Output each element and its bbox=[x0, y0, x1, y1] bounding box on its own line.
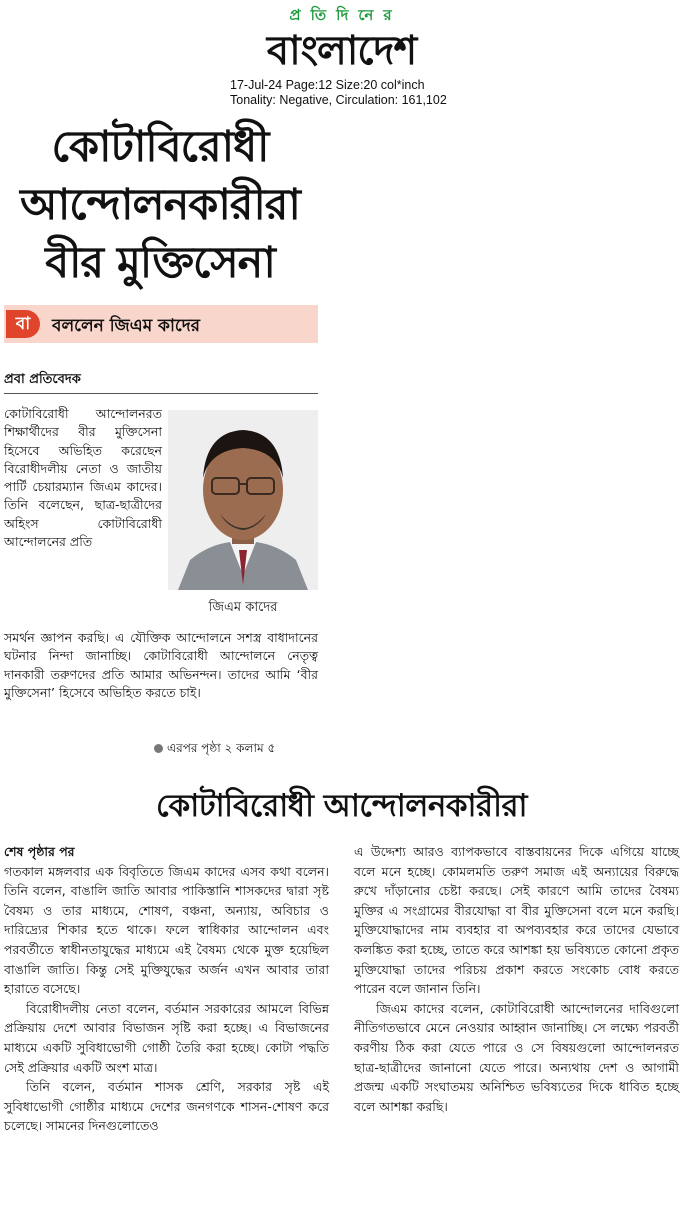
headline-line2: আন্দোলনকারীরা bbox=[20, 180, 300, 230]
jump-paragraph-3: তিনি বলেন, বর্তমান শাসক শ্রেণি, সরকার সৃষ্ট এই সুবিধাভোগী গোষ্ঠীর মাধ্যমে দেশের জনগণকে শাসন-শোষণ করে চলেছে। সামনের দিনগুলোতেও bbox=[4, 1079, 329, 1134]
jump-label: শেষ পৃষ্ঠার পর bbox=[4, 844, 75, 859]
kicker-text: বললেন জিএম কাদের bbox=[52, 316, 200, 336]
portrait-photo bbox=[168, 410, 318, 590]
headline-line3: বীর মুক্তিসেনা bbox=[45, 238, 275, 288]
clipping-meta bbox=[230, 78, 447, 108]
clipping-meta-line1: 17-Jul-24 Page:12 Size:20 col*inch bbox=[230, 78, 425, 92]
continued-note bbox=[154, 740, 275, 760]
photo-caption: জিএম কাদের bbox=[208, 600, 278, 615]
masthead bbox=[0, 4, 683, 73]
byline-divider bbox=[4, 393, 318, 394]
lead-paragraph-part2: সমর্থন জ্ঞাপন করছি। এ যৌক্তিক আন্দোলনে সশস্ত্র বাধাদানের ঘটনার নিন্দা জানাচ্ছি। কোটাবিরোধী আন্দোলনে নেতৃত্ব দানকারী তরুণদের প্রতি আমার অভিনন্দন। তাদের আমি ‘বীর মুক্তিসেনা’ হিসেবে অভিহিত করতে চাই। bbox=[4, 630, 318, 700]
jump-column-left bbox=[4, 842, 329, 1136]
jump-column-right bbox=[354, 842, 679, 1116]
kicker-tag: বা bbox=[6, 310, 40, 338]
lead-paragraph-part1: কোটাবিরোধী আন্দোলনরত শিক্ষার্থীদের বীর মুক্তিসেনা হিসেবে অভিহিত করেছেন বিরোধীদলীয় নেতা ও জাতীয় পার্টি চেয়ারম্যান জিএম কাদের। তিনি বলেছেন, ছাত্র-ছাত্রীদের অহিংস কোটাবিরোধী আন্দোলনের প্রতি bbox=[4, 406, 162, 550]
headline-line1: কোটাবিরোধী bbox=[51, 122, 269, 172]
headline bbox=[0, 118, 320, 292]
continued-text: এরপর পৃষ্ঠা ২ কলাম ৫ bbox=[167, 741, 276, 755]
kicker-banner bbox=[4, 305, 318, 343]
jump-paragraph-1: গতকাল মঙ্গলবার এক বিবৃতিতে জিএম কাদের এসব কথা বলেন। তিনি বলেন, বাঙালি জাতি আবার পাকিস্তানি শাসকদের দ্বারা সৃষ্ট বৈষম্য ও তার মাধ্যমে, শোষণ, বঞ্চনা, অন্যায়, অবিচার ও দারিদ্র্যের শিকার হতে থাকে। ফলে স্বাধিকার আন্দোলন এবং পরবর্তীতে স্বাধীনতাযুদ্ধের মাধ্যমে এই বৈষম্য থেকে মুক্ত হয়েছিল বাঙালি জাতি। কিন্তু সেই মুক্তিযুদ্ধের অর্জন এখন আবার তারা হারাতে বসেছে। bbox=[4, 863, 329, 997]
byline: প্রবা প্রতিবেদক bbox=[4, 372, 81, 387]
jump-paragraph-2: বিরোধীদলীয় নেতা বলেন, বর্তমান সরকারের আমলে বিভিন্ন প্রক্রিয়ায় দেশে আবার বিভাজন সৃষ্টি করা হচ্ছে। এ বিভাজনের মাধ্যমে একটি সুবিধাভোগী গোষ্ঠী তৈরি করা হচ্ছে। কোটা পদ্ধতি সেই প্রক্রিয়ার একটি অংশ মাত্র। bbox=[4, 1000, 329, 1075]
clipping-meta-line2: Tonality: Negative, Circulation: 161,102 bbox=[230, 93, 447, 107]
jump-paragraph-5: জিএম কাদের বলেন, কোটাবিরোধী আন্দোলনের দাবিগুলো নীতিগতভাবে মেনে নেওয়ার আহ্বান জানাচ্ছি। সে লক্ষ্যে পরবর্তী করণীয় ঠিক করা যেতে পারে ও সে বিষয়গুলো আন্দোলনরত ছাত্র-ছাত্রীদের জানানো যেতে পারে। অন্যথায় দেশ ও আগামী প্রজন্ম একটি সংঘাতময় অনিশ্চিত ভবিষ্যতের দিকে ধাবিত হচ্ছে বলে আশঙ্কা করছি। bbox=[354, 1000, 679, 1114]
bullet-dot-icon bbox=[154, 744, 163, 753]
jump-paragraph-4: এ উদ্দেশ্য আরও ব্যাপকভাবে বাস্তবায়নের দিকে এগিয়ে যাচ্ছে বলে মনে হচ্ছে। কোমলমতি তরুণ সমাজ এই অন্যায়ের বিরুদ্ধে রুখে দাঁড়ানোর চেষ্টা করছে। সেই কারণে আমি তাদের বৈষম্য মুক্তির এ সংগ্রামের বীরযোদ্ধা বা বীর মুক্তিসেনা বলে মনে করছি। মুক্তিযোদ্ধাদের নাম ব্যবহার বা অপব্যবহার করে তাদের যেভাবে কলঙ্কিত করা হচ্ছে, তাতে করে আশঙ্কা হয় ভবিষ্যতে কোনো প্রকৃত মুক্তিযোদ্ধা তাদের পরিচয় প্রকাশ করতে সংকোচ বোধ করতে পারেন বলে জানান তিনি। bbox=[354, 844, 679, 997]
masthead-logo-text: বাংলাদেশ bbox=[266, 28, 417, 74]
masthead-small-text: প্রতিদিনের bbox=[289, 6, 402, 24]
portrait-illustration bbox=[168, 410, 318, 590]
jump-headline: কোটাবিরোধী আন্দোলনকারীরা bbox=[155, 788, 527, 824]
